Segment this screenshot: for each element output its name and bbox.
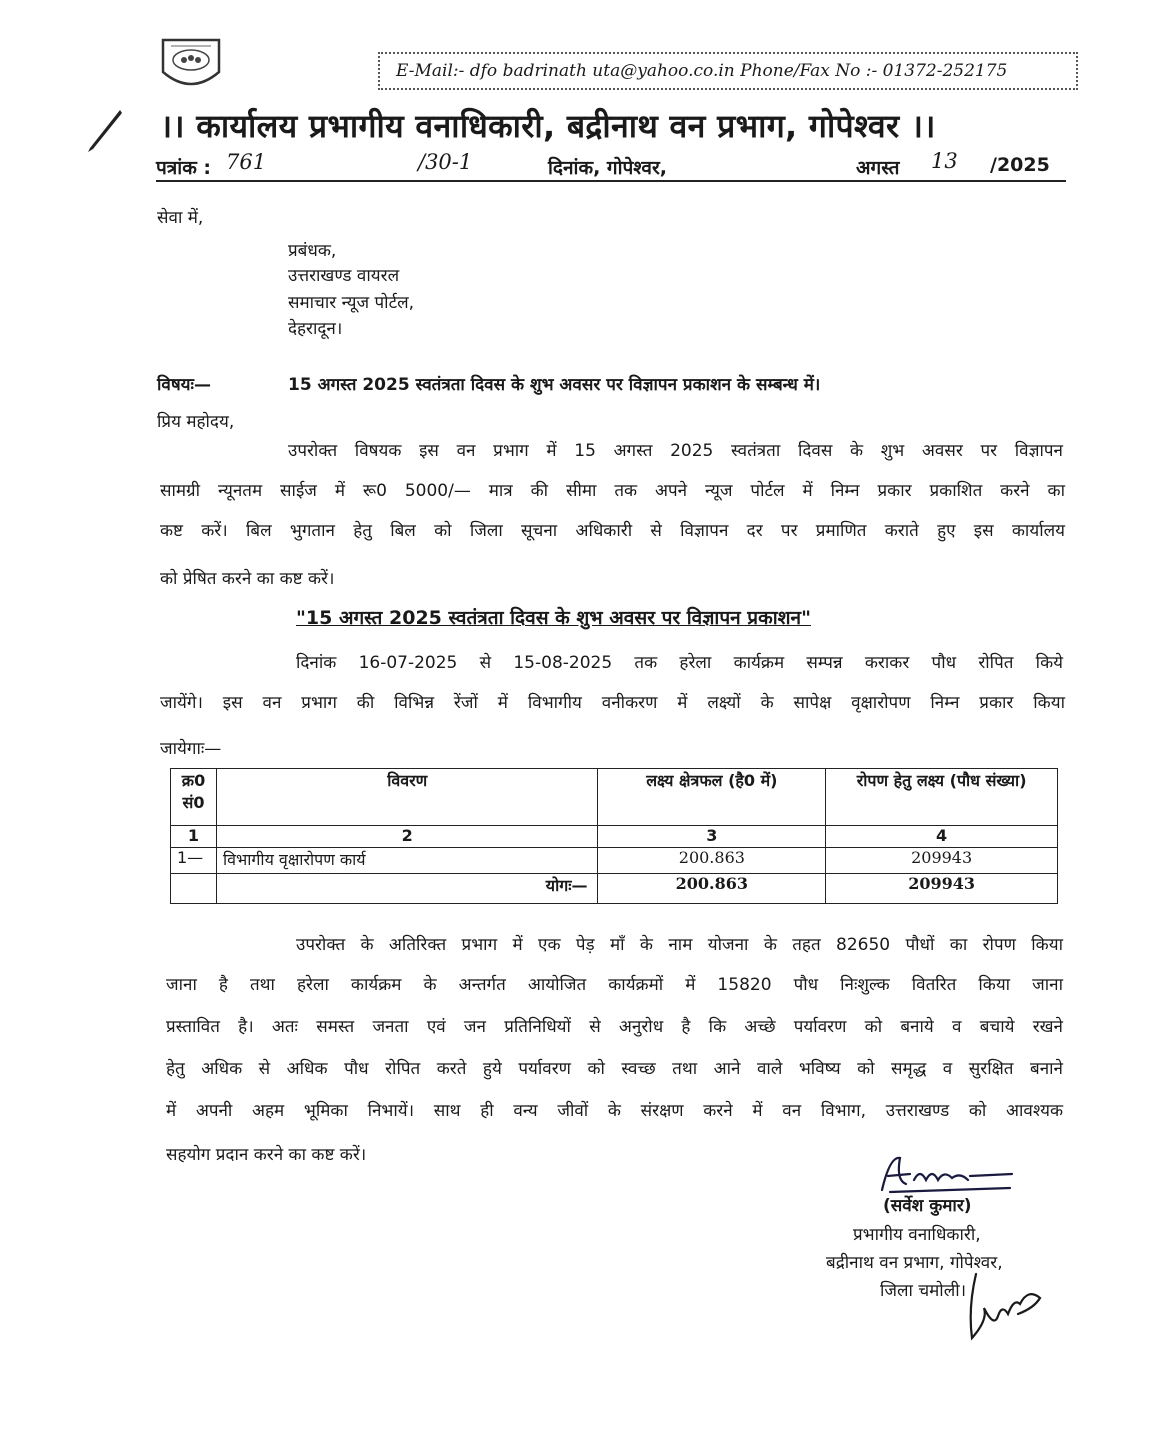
subject-label: विषयः—: [157, 375, 211, 395]
header-description: विवरण: [216, 769, 597, 826]
header-serial: क्र0 सं0: [171, 769, 217, 826]
table-total-row: [171, 874, 1058, 904]
total-label: योगः—: [216, 874, 597, 904]
body-line: कष्ट करें। बिल भुगतान हेतु बिल को जिला सूचना अधिकारी से विज्ञापन दर पर प्रमाणित कराते हुए इस कार्यालय: [160, 521, 1065, 541]
addressee-line: समाचार न्यूज पोर्टल,: [288, 293, 415, 313]
signatory-district: जिला चमोली।: [880, 1281, 967, 1301]
addressee-line: उत्तराखण्ड वायरल: [288, 266, 400, 286]
signatory-office: बद्रीनाथ वन प्रभाग, गोपेश्वर,: [826, 1253, 1003, 1273]
row-plants: 209943: [826, 848, 1058, 874]
body-line: उपरोक्त के अतिरिक्त प्रभाग में एक पेड़ माँ के नाम योजना के तहत 82650 पौधों का रोपण किया: [296, 935, 1063, 955]
body-line: दिनांक 16-07-2025 से 15-08-2025 तक हरेला कार्यक्रम सम्पन्न कराकर पौध रोपित किये: [296, 653, 1063, 673]
table-index-row: [171, 826, 1058, 848]
body-line: जायेगाः—: [160, 739, 222, 759]
total-area: 200.863: [598, 874, 826, 904]
index-cell: 1: [171, 826, 217, 848]
greeting: प्रिय महोदय,: [157, 412, 235, 432]
contact-line: E-Mail:- dfo badrinath uta@yahoo.co.in Phone/Fax No :- 01372-252175: [378, 52, 1078, 90]
forest-department-logo: [155, 34, 227, 94]
header-target-plants: रोपण हेतु लक्ष्य (पौध संख्या): [826, 769, 1058, 826]
date-day: 13: [931, 149, 958, 173]
body-line: प्रस्तावित है। अतः समस्त जनता एवं जन प्रतिनिधियों से अनुरोध है कि अच्छे पर्यावरण को बनाये व बचाये रखने: [166, 1017, 1063, 1037]
body-line: सहयोग प्रदान करने का कष्ट करें।: [166, 1145, 367, 1165]
row-description: विभागीय वृक्षारोपण कार्य: [216, 848, 597, 874]
body-line: सामग्री न्यूनतम साईज में रू0 5000/— मात्र की सीमा तक अपने न्यूज पोर्टल में निम्न प्रकार प्रकाशित करने का: [160, 481, 1065, 501]
body-line: हेतु अधिक से अधिक पौध रोपित करते हुये पर्यावरण को स्वच्छ तथा आने वाले भविष्य को समृद्ध व सुरक्षित बनाने: [166, 1059, 1063, 1079]
total-empty: [171, 874, 217, 904]
date-month: अगस्त: [856, 157, 900, 179]
row-serial: 1—: [171, 848, 217, 874]
index-cell: 4: [826, 826, 1058, 848]
pen-mark-icon: [84, 108, 124, 154]
reference-label: पत्रांक :: [156, 157, 212, 179]
addressee-line: देहरादून।: [288, 319, 343, 339]
body-line: जाना है तथा हरेला कार्यक्रम के अन्तर्गत आयोजित कार्यक्रमों में 15820 पौध निःशुल्क वितरित किया जाना: [166, 975, 1063, 995]
body-line: को प्रेषित करने का कष्ट करें।: [160, 569, 335, 589]
to-label: सेवा में,: [157, 208, 204, 228]
signatory-designation: प्रभागीय वनाधिकारी,: [853, 1225, 981, 1245]
index-cell: 3: [598, 826, 826, 848]
row-area: 200.863: [598, 848, 826, 874]
signatory-name: (सर्वेश कुमार): [883, 1196, 972, 1216]
reference-line: [156, 149, 1066, 182]
total-plants: 209943: [826, 874, 1058, 904]
body-line: उपरोक्त विषयक इस वन प्रभाग में 15 अगस्त 2025 स्वतंत्रता दिवस के शुभ अवसर पर विज्ञापन: [288, 441, 1063, 461]
date-year: /2025: [990, 154, 1050, 176]
date-place: दिनांक, गोपेश्वर,: [548, 157, 667, 179]
office-title: ।। कार्यालय प्रभागीय वनाधिकारी, बद्रीनाथ वन प्रभाग, गोपेश्वर ।।: [160, 107, 936, 145]
index-cell: 2: [216, 826, 597, 848]
table-row: [171, 848, 1058, 874]
header-target-area: लक्ष्य क्षेत्रफल (है0 में): [598, 769, 826, 826]
reference-file: /30-1: [418, 150, 473, 174]
advertisement-heading: "15 अगस्त 2025 स्वतंत्रता दिवस के शुभ अवसर पर विज्ञापन प्रकाशन": [296, 607, 811, 629]
signature-mark: [870, 1150, 1020, 1198]
subject-text: 15 अगस्त 2025 स्वतंत्रता दिवस के शुभ अवसर पर विज्ञापन प्रकाशन के सम्बन्ध में।: [288, 375, 821, 395]
addressee-line: प्रबंधक,: [288, 241, 337, 261]
reference-number: 761: [226, 150, 267, 174]
body-line: में अपनी अहम भूमिका निभायें। साथ ही वन्य जीवों के संरक्षण करने में वन विभाग, उत्तराखण्ड को आवश्यक: [166, 1101, 1063, 1121]
body-line: जायेंगे। इस वन प्रभाग की विभिन्न रेंजों में विभागीय वनीकरण में लक्ष्यों के सापेक्ष वृक्षारोपण निम्न प्रकार किया: [160, 693, 1065, 713]
table-header-row: [171, 769, 1058, 826]
plantation-target-table: [170, 768, 1058, 904]
initials-mark: [958, 1268, 1048, 1348]
